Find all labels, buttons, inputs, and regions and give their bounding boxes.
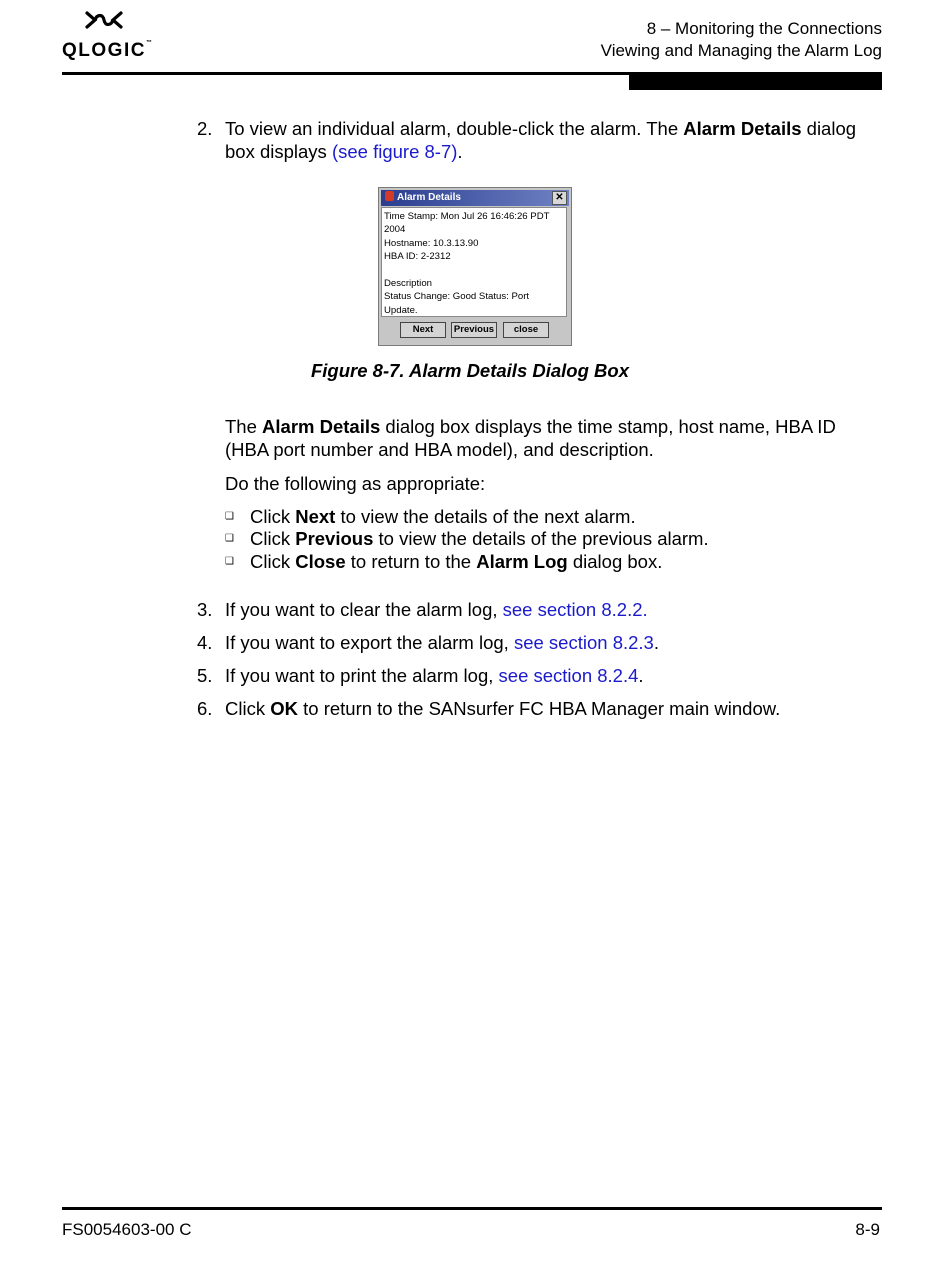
detail-line xyxy=(384,264,564,277)
step-4-text: If you want to export the alarm log, see section 8.2.3. xyxy=(225,632,659,653)
footer-doc-id: FS0054603-00 C xyxy=(62,1220,192,1239)
step-6-number: 6. xyxy=(197,698,213,719)
previous-button[interactable]: Previous xyxy=(451,322,497,338)
bullet-item: Click Close to return to the Alarm Log dialog box. xyxy=(250,551,663,572)
footer-page-number: 8-9 xyxy=(855,1220,880,1239)
bullet-item: Click Next to view the details of the next alarm. xyxy=(250,506,636,527)
detail-line: Update. xyxy=(384,304,418,316)
detail-line: 2004 xyxy=(384,224,406,236)
dialog-title: Alarm Details xyxy=(397,192,461,203)
footer-rule xyxy=(62,1207,882,1210)
step-2-line-1: To view an individual alarm, double-click the alarm. The Alarm Details dialog xyxy=(225,118,857,139)
bullet-icon: ❑ xyxy=(225,533,234,544)
bullet-icon: ❑ xyxy=(225,556,234,567)
step-6-text: Click OK to return to the SANsurfer FC HBA Manager main window. xyxy=(225,698,781,719)
paragraph-1-line-2: (HBA port number and HBA model), and description. xyxy=(225,439,654,460)
detail-line: Hostname: 10.3.13.90 xyxy=(384,237,479,249)
close-icon[interactable]: ✕ xyxy=(552,191,567,205)
figure-caption: Figure 8-7. Alarm Details Dialog Box xyxy=(310,360,629,381)
next-button[interactable]: Next xyxy=(400,322,446,338)
bullet-item: Click Previous to view the details of the previous alarm. xyxy=(250,528,709,549)
step-3-text: If you want to clear the alarm log, see section 8.2.2. xyxy=(225,599,648,620)
paragraph-1-line-1: The Alarm Details dialog box displays the time stamp, host name, HBA ID xyxy=(225,416,836,437)
java-app-icon xyxy=(385,191,394,201)
step-5-number: 5. xyxy=(197,665,213,686)
detail-line: Status Change: Good Status: Port xyxy=(384,291,530,303)
header-bar-block xyxy=(629,72,882,90)
detail-line: Description xyxy=(384,278,432,290)
paragraph-2: Do the following as appropriate: xyxy=(225,473,486,494)
bullet-icon: ❑ xyxy=(225,511,234,522)
step-2-line-2: box displays (see figure 8-7). xyxy=(225,141,463,162)
section-8-2-4-link[interactable]: see section 8.2.4 xyxy=(498,665,639,686)
header-chapter: 8 – Monitoring the Connections xyxy=(646,19,882,38)
logo-wordmark: QLOGIC™ xyxy=(62,40,152,61)
step-5-text: If you want to print the alarm log, see section 8.2.4. xyxy=(225,665,644,686)
section-8-2-2-link[interactable]: see section 8.2.2. xyxy=(502,599,648,620)
step-4-number: 4. xyxy=(197,632,213,653)
figure-8-7-link[interactable]: (see figure 8-7) xyxy=(331,141,458,162)
dialog-title-bar xyxy=(381,190,569,206)
section-8-2-3-link[interactable]: see section 8.2.3 xyxy=(513,632,654,653)
step-2-number: 2. xyxy=(197,118,213,139)
header-section: Viewing and Managing the Alarm Log xyxy=(600,41,882,60)
detail-line: HBA ID: 2-2312 xyxy=(384,251,451,263)
step-3-number: 3. xyxy=(197,599,213,620)
qlogic-logo-icon xyxy=(83,10,125,38)
detail-line: Time Stamp: Mon Jul 26 16:46:26 PDT xyxy=(384,211,550,222)
dialog-close-button[interactable]: close xyxy=(503,322,549,338)
alarm-details-dialog-figure xyxy=(378,187,572,346)
dialog-details-text xyxy=(381,207,567,317)
